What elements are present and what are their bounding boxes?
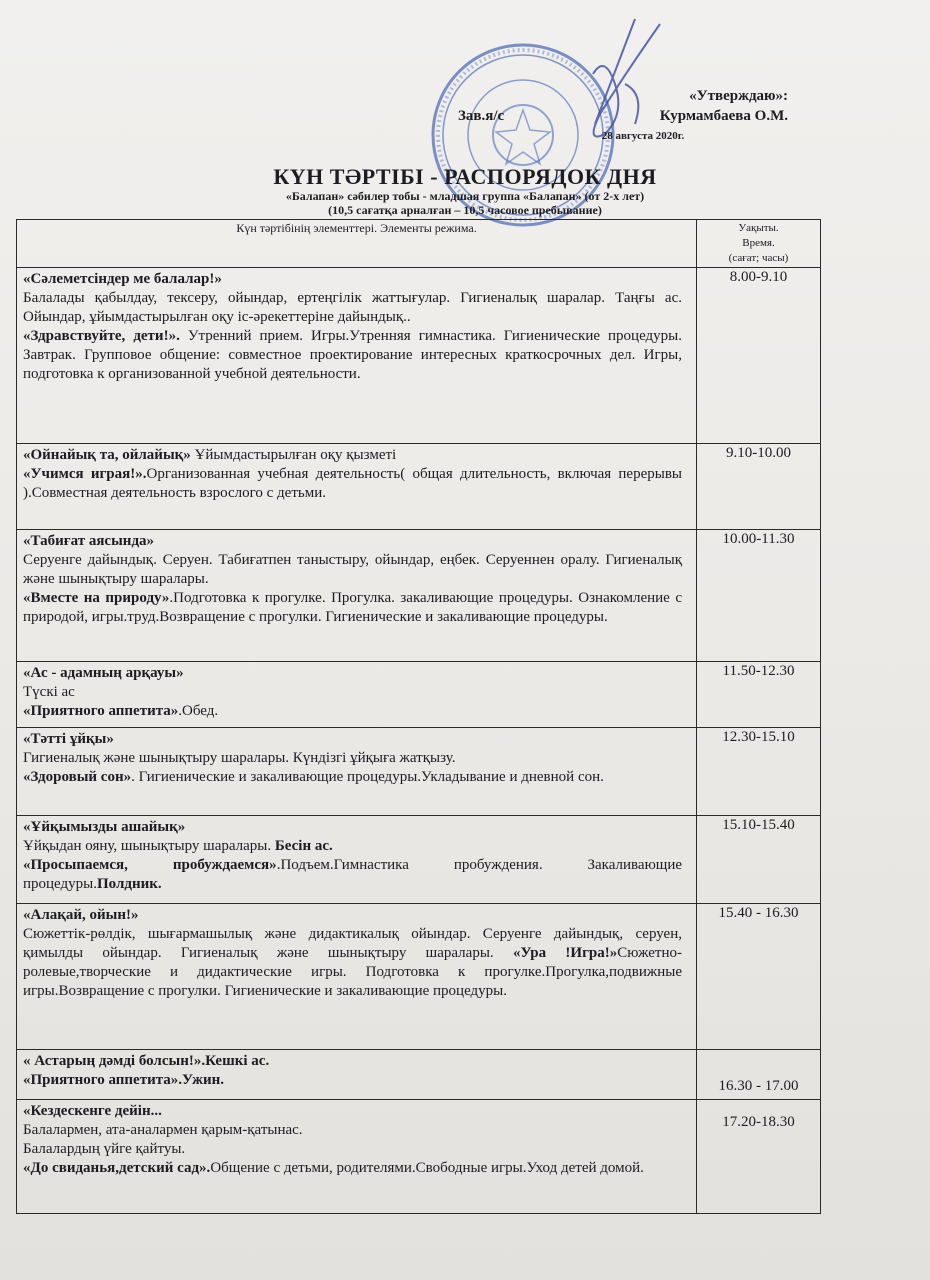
row-description: «Сәлеметсіндер ме балалар!» Балалады қабылдау, тексеру, ойындар, ертеңгілік жаттығулар. Гигиеналық шаралар. Таңғы ас. Ойындар, ұйымдастырылған оқу іс-әрекеттеріне дайындық.. «Здравствуйте, дети!». Утренний прием. Игры.Утренняя гимнастика. Гигиенические процедуры. Завтрак. Групповое общение: совместное проектирование интересных краткосрочных дел. Игры, подготовка к организованной учебной деятельности. xyxy=(17,268,697,444)
row-time: 15.40 - 16.30 xyxy=(697,904,821,1050)
duration-subtitle: (10,5 сағатқа арналған – 10,5 часовое пребывание) xyxy=(328,203,602,217)
table-row xyxy=(17,268,821,444)
table-row xyxy=(17,444,821,530)
column-header-time: Уақыты. Время. (сағат; часы) xyxy=(697,220,821,268)
approval-block xyxy=(458,86,788,146)
column-header-elements: Күн тәртібінің элементтері. Элементы режима. xyxy=(17,220,697,268)
row-description: «Ойнайық та, ойлайық» Ұйымдастырылған оқу қызметі «Учимся играя!».Организованная учебная деятельность( общая длительность, включая перерывы ).Совместная деятельность взрослого с детьми. xyxy=(17,444,697,530)
approval-name: Курмамбаева О.М. xyxy=(659,108,788,124)
table-row xyxy=(17,904,821,1050)
approval-date: 28 августа 2020г. xyxy=(601,130,685,142)
approval-label: «Утверждаю»: xyxy=(689,88,788,104)
row-description: «Ас - адамның арқауы» Түскі ас «Приятного аппетита».Обед. xyxy=(17,662,697,728)
row-time: 15.10-15.40 xyxy=(697,816,821,904)
row-description: «Кездескенге дейін... Балалармен, ата-аналармен қарым-қатынас. Балалардың үйге қайтуы. «До свиданья,детский сад».Общение с детьми, родителями.Свободные игры.Уход детей домой. xyxy=(17,1100,697,1214)
row-time: 12.30-15.10 xyxy=(697,728,821,816)
table-row xyxy=(17,816,821,904)
row-time: 8.00-9.10 xyxy=(697,268,821,444)
page-title: КҮН ТӘРТІБІ - РАСПОРЯДОК ДНЯ xyxy=(273,164,657,189)
table-header-row xyxy=(17,220,821,268)
row-time: 10.00-11.30 xyxy=(697,530,821,662)
table-row xyxy=(17,1050,821,1100)
document-header xyxy=(0,165,930,217)
row-time: 9.10-10.00 xyxy=(697,444,821,530)
row-description: «Алақай, ойын!» Сюжеттік-рөлдік, шығармашылық және дидактикалық ойындар. Серуенге дайындық, серуен, қимылды ойындар. Гигиеналық және шынықтыру шаралары. «Ура !Игра!»Сюжетно-ролевые,творческие и дидактические игры. Подготовка к прогулке.Прогулка,подвижные игры.Возвращение с прогулки. Гигиенические и закаливающие процедуры. xyxy=(17,904,697,1050)
row-description: «Ұйқымызды ашайық» Ұйқыдан ояну, шынықтыру шаралары. Бесін ас. «Просыпаемся, пробуждаемся».Подъем.Гимнастика пробуждения. Закаливающие процедуры.Полдник. xyxy=(17,816,697,904)
table-row xyxy=(17,662,821,728)
approval-position: Зав.я/с xyxy=(458,108,505,124)
group-subtitle: «Балапан» сәбилер тобы - младшая группа «Балапан» (от 2-х лет) xyxy=(285,189,645,203)
row-description: «Тәтті ұйқы» Гигиеналық және шынықтыру шаралары. Күндізгі ұйқыға жатқызу. «Здоровый сон». Гигиенические и закаливающие процедуры.Укладывание и дневной сон. xyxy=(17,728,697,816)
table-row xyxy=(17,1100,821,1214)
schedule-table xyxy=(16,219,821,1214)
row-time: 16.30 - 17.00 xyxy=(697,1050,821,1100)
table-row xyxy=(17,530,821,662)
row-time: 11.50-12.30 xyxy=(697,662,821,728)
table-row xyxy=(17,728,821,816)
row-description: « Астарың дәмді болсын!».Кешкі ас. «Приятного аппетита».Ужин. xyxy=(17,1050,697,1100)
row-time: 17.20-18.30 xyxy=(697,1100,821,1214)
row-description: «Табиғат аясында» Серуенге дайындық. Серуен. Табиғатпен таныстыру, ойындар, еңбек. Серуеннен оралу. Гигиеналық және шынықтыру шаралары. «Вместе на природу».Подготовка к прогулке. Прогулка. закаливающие процедуры. Ознакомление с природой, игры.труд.Возвращение с прогулки. Гигиенические и закаливающие процедуры. xyxy=(17,530,697,662)
